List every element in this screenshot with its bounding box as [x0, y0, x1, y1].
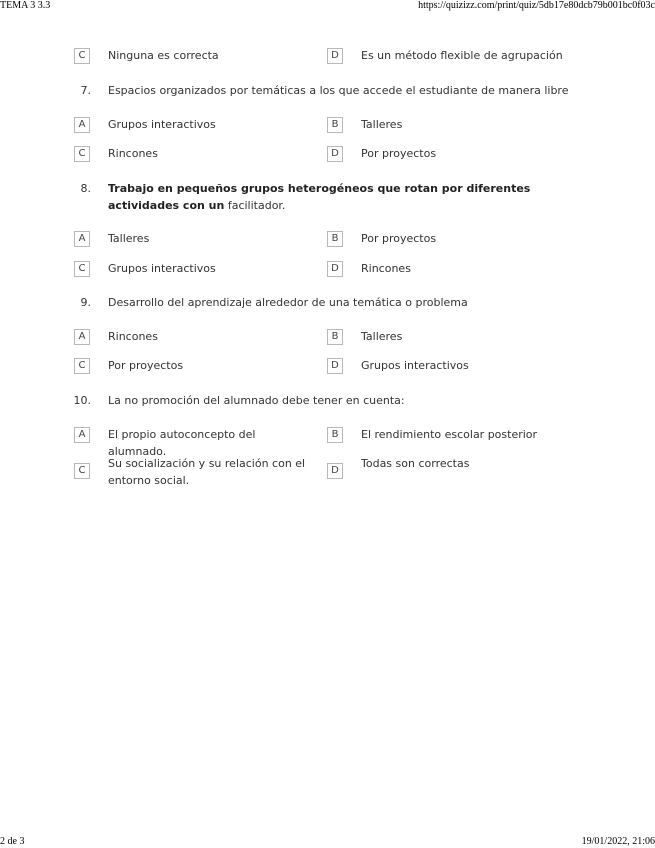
option-text: El rendimiento escolar posterior: [361, 428, 538, 441]
question-text: Espacios organizados por temáticas a los que accede el estudiante de manera libre: [108, 84, 569, 97]
option-text: Por proyectos: [361, 232, 437, 245]
option-text: El propio autoconcepto del alumnado.: [108, 428, 256, 458]
option-letter-box: D: [327, 48, 343, 64]
option-letter-box: A: [74, 117, 90, 133]
option-letter-box: C: [74, 146, 90, 162]
option-letter-box: C: [74, 48, 90, 64]
question-text-bold: Trabajo en pequeños grupos heterogéneos que rotan por diferentes actividades con un: [108, 182, 531, 212]
option-text: Grupos interactivos: [361, 359, 469, 372]
option-text: Ninguna es correcta: [108, 49, 219, 62]
option-letter-box: C: [74, 463, 90, 479]
question-text-rest: facilitador.: [224, 199, 286, 212]
option-text: Es un método flexible de agrupación: [361, 49, 563, 62]
option-letter-box: D: [327, 261, 343, 277]
option-letter-box: B: [327, 231, 343, 247]
option-text: Talleres: [108, 232, 150, 245]
option-letter-box: B: [327, 117, 343, 133]
print-footer-page: 2 de 3: [0, 836, 25, 847]
option-text: Grupos interactivos: [108, 262, 216, 275]
option-letter-box: B: [327, 427, 343, 443]
option-text: Por proyectos: [361, 147, 437, 160]
option-text: Talleres: [361, 330, 403, 343]
option-letter-box: B: [327, 329, 343, 345]
option-text: Todas son correctas: [361, 457, 470, 470]
option-text: Rincones: [361, 262, 411, 275]
question-text: Desarrollo del aprendizaje alrededor de una temática o problema: [108, 296, 468, 309]
option-letter-box: D: [327, 358, 343, 374]
question-number: 10.: [73, 394, 91, 407]
question-number: 7.: [80, 84, 91, 97]
option-text: Por proyectos: [108, 359, 184, 372]
option-text: Rincones: [108, 330, 158, 343]
option-text: Su socialización y su relación con el entorno social.: [108, 457, 306, 487]
print-header-title: TEMA 3 3.3: [0, 0, 51, 11]
option-letter-box: C: [74, 261, 90, 277]
option-letter-box: C: [74, 358, 90, 374]
print-footer-datetime: 19/01/2022, 21:06: [581, 836, 655, 847]
option-letter-box: A: [74, 231, 90, 247]
print-header-url: https://quizizz.com/print/quiz/5db17e80dcb79b001bc0f03c: [418, 0, 655, 11]
option-text: Rincones: [108, 147, 158, 160]
option-text: Grupos interactivos: [108, 118, 216, 131]
question-text: [108, 180, 578, 214]
option-letter-box: D: [327, 146, 343, 162]
question-number: 8.: [80, 182, 91, 195]
option-text: Talleres: [361, 118, 403, 131]
option-letter-box: A: [74, 427, 90, 443]
question-text: La no promoción del alumnado debe tener en cuenta:: [108, 394, 405, 407]
question-number: 9.: [80, 296, 91, 309]
option-letter-box: D: [327, 463, 343, 479]
option-letter-box: A: [74, 329, 90, 345]
